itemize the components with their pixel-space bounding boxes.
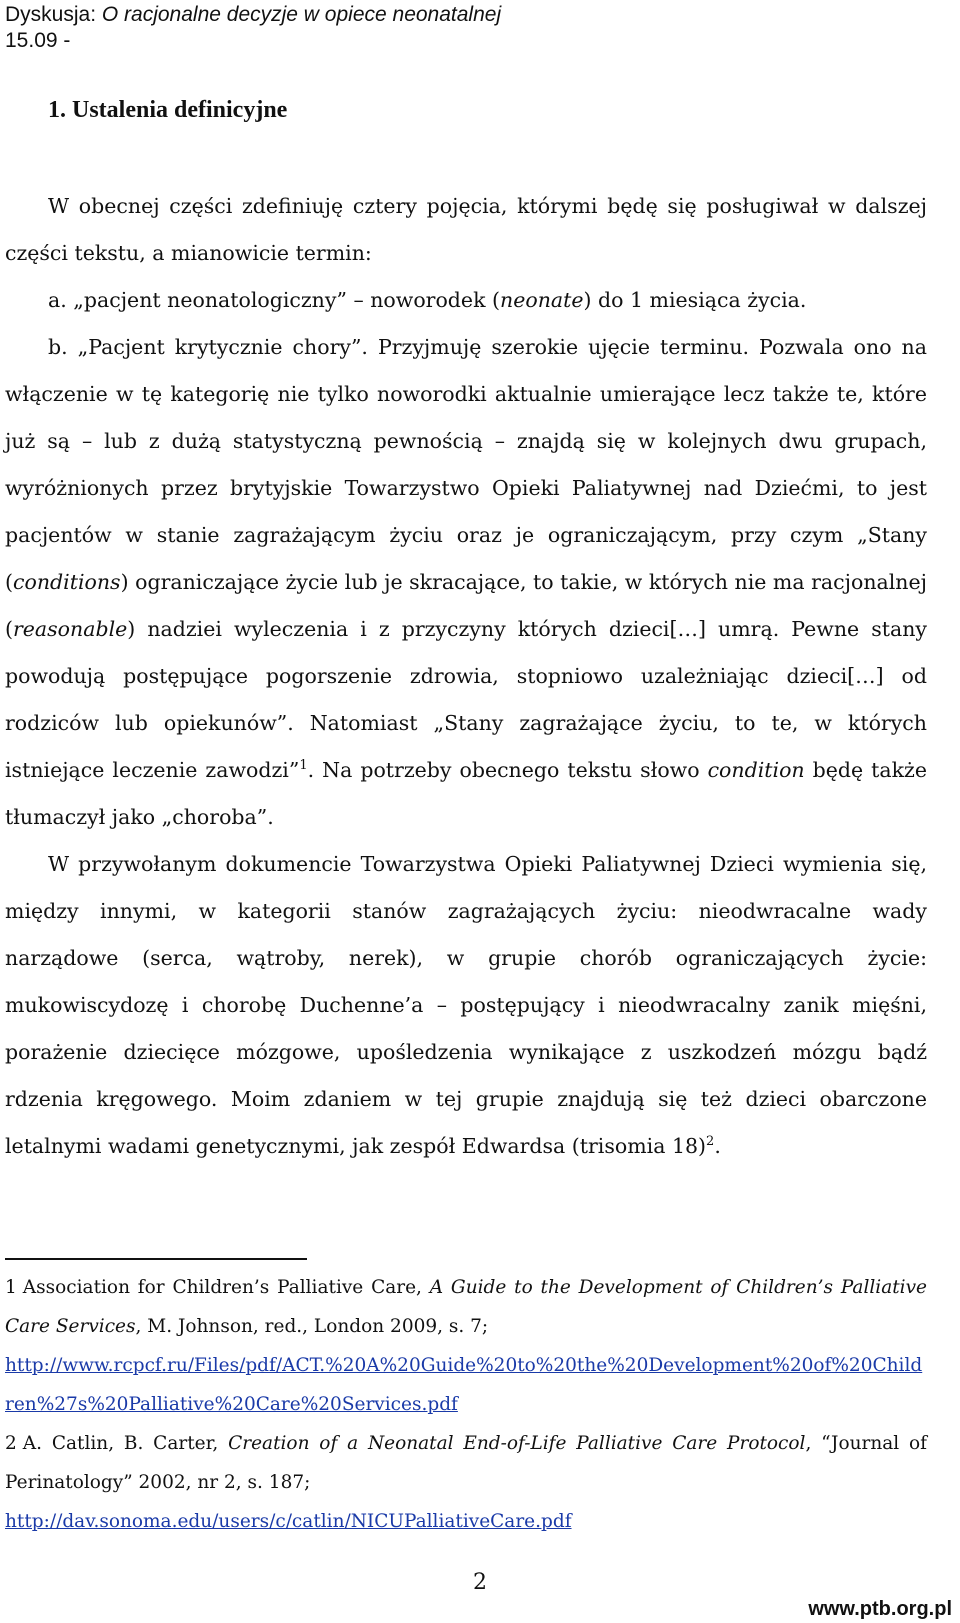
footnotes — [5, 1268, 927, 1541]
footnote-2: 2 A. Catlin, B. Carter, Creation of a Neonatal End-of-Life Palliative Care Protocol, “Journal of Perinatology” 2002, nr 2, s. 187; http://dav.sonoma.edu/users/c/catlin/NICUPalliativeCare.pdf — [5, 1433, 927, 1532]
footnote-separator — [5, 1258, 307, 1260]
intro-paragraph: W obecnej części zdefiniuję cztery pojęcia, którymi będę się posługiwał w dalszej części tekstu, a mianowicie termin: — [5, 194, 927, 265]
header-title — [5, 2, 501, 28]
definition-item-a: a. „pacjent neonatologiczny” – noworodek (neonate) do 1 miesiąca życia. — [48, 288, 807, 312]
footnote-1-link[interactable]: http://www.rcpcf.ru/Files/pdf/ACT.%20A%20Guide%20to%20the%20Development%20of%20Children%27s%20Palliative%20Care%20Services.pdf — [5, 1355, 923, 1415]
definition-item-b: b. „Pacjent krytycznie chory”. Przyjmuję szerokie ujęcie terminu. Pozwala ono na włączenie w tę kategorię nie tylko noworodki aktualnie umierające lecz także te, które już są – lub z dużą statystyczną pewnością – znajdą się w kolejnych dwu grupach, wyróżnionych przez brytyjskie Towarzystwo Opieki Paliatywnej nad Dziećmi, to jest pacjentów w stanie zagrażającym życiu oraz je ograniczającym, przy czym „Stany (conditions) ograniczające życie lub je skracające, to takie, w których nie ma racjonalnej (reasonable) nadziei wyleczenia i z przyczyny których dzieci[…] umrą. Pewne stany powodują postępujące pogorszenie zdrowia, stopniowo uzależniając dzieci[…] od rodziców lub opiekunów”. Natomiast „Stany zagrażające życiu, to te, w których istniejące leczenie zawodzi”$^1$. Na potrzeby obecnego tekstu słowo condition będę także tłumaczył jako „choroba”. — [5, 335, 927, 829]
footnote-2-link[interactable]: http://dav.sonoma.edu/users/c/catlin/NICUPalliativeCare.pdf — [5, 1511, 572, 1532]
page-number: 2 — [473, 1570, 487, 1595]
footnote-1: 1 Association for Children’s Palliative Care, A Guide to the Development of Children’s Palliative Care Services, M. Johnson, red., London 2009, s. 7; http://www.rcpcf.ru/Files/pdf/ACT.%20A%20Guide%20to%20the%20Development%20of%20Children%27s%20Palliative%20Care%20Services.pdf — [5, 1277, 927, 1415]
footnote-ref-1[interactable]: 1 — [299, 758, 308, 774]
site-url: www.ptb.org.pl — [808, 1598, 952, 1620]
page-header — [5, 2, 501, 54]
document-body — [5, 183, 927, 1170]
header-title-text: O racjonalne decyzje w opiece neonatalnej — [101, 3, 502, 26]
second-paragraph: W przywołanym dokumencie Towarzystwa Opieki Paliatywnej Dzieci wymienia się, między innymi, w kategorii stanów zagrażających życiu: nieodwracalne wady narządowe (serca, wątroby, nerek), w grupie chorób ograniczających życie: mukowiscydozę i chorobę Duchenne’a – postępujący i nieodwracalny zanik mięśni, porażenie dziecięce mózgowe, upośledzenia wynikające z uszkodzeń mózgu bądź rdzenia kręgowego. Moim zdaniem w tej grupie znajdują się też dzieci obarczone letalnymi wadami genetycznymi, jak zespół Edwardsa (trisomia 18)$^2$. — [5, 852, 927, 1158]
section-heading: 1. Ustalenia definicyjne — [48, 97, 288, 123]
footnote-ref-2[interactable]: 2 — [706, 1134, 715, 1150]
header-date: 15.09 - — [5, 29, 71, 52]
header-label: Dyskusja: — [5, 3, 102, 26]
